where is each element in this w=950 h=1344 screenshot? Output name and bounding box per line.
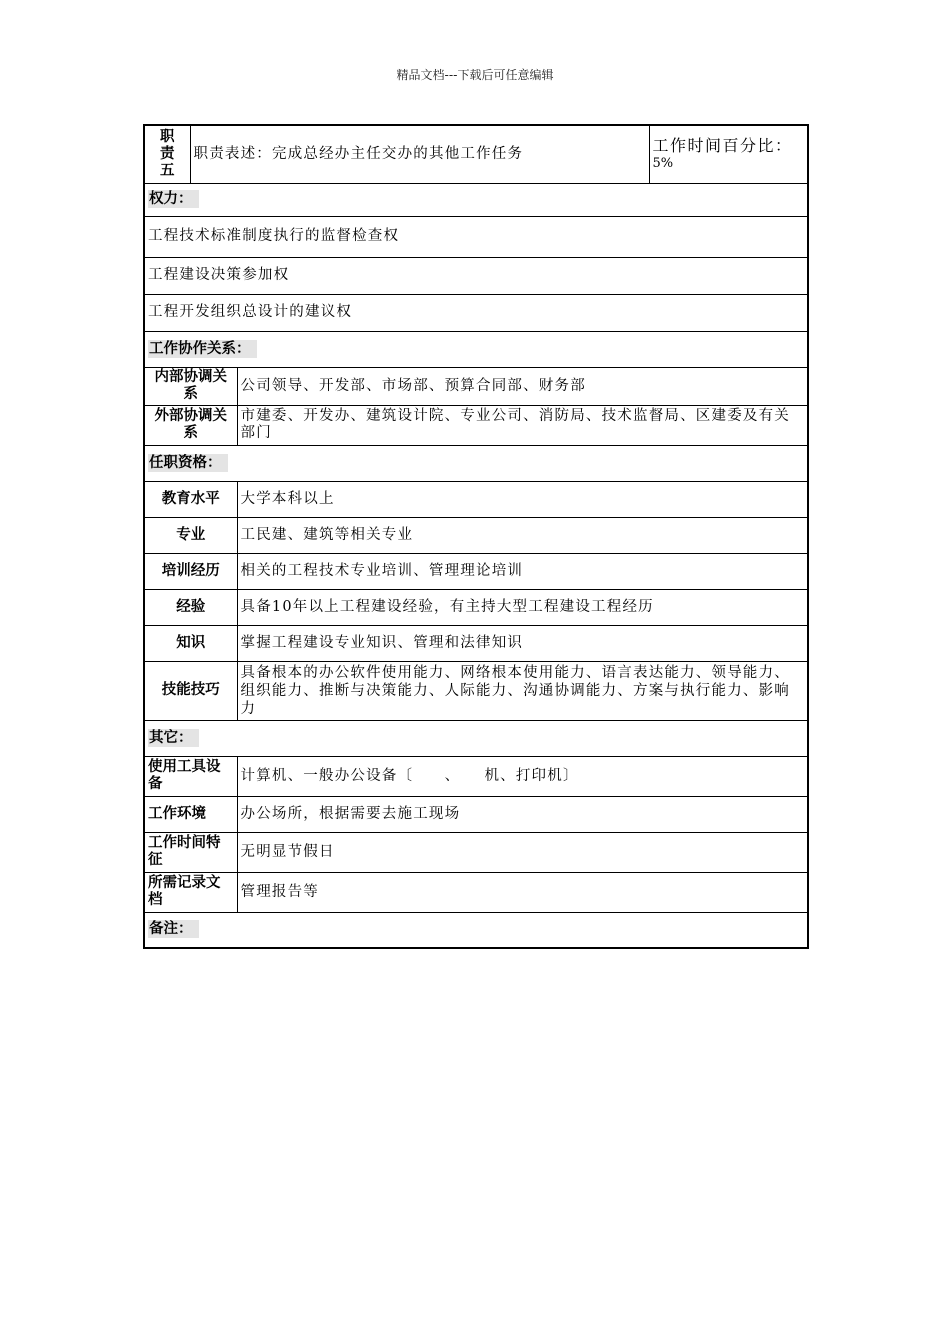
- other-value: 计算机、一般办公设备〔 、 机、打印机〕: [237, 756, 808, 796]
- other-label: 工作时间特征: [144, 832, 237, 872]
- section-heading-other: 其它：: [144, 720, 808, 756]
- internal-coordination-row: [144, 367, 808, 405]
- other-row: [144, 796, 808, 832]
- qualification-value: 大学本科以上: [237, 481, 808, 517]
- section-heading-cooperation: 工作协作关系：: [144, 331, 808, 367]
- other-label: 所需记录文档: [144, 872, 237, 912]
- section-heading-remarks: 备注：: [144, 912, 808, 948]
- remarks-row: [144, 912, 808, 948]
- external-coordination-value: 市建委、开发办、建筑设计院、专业公司、消防局、技术监督局、区建委及有关部门: [237, 405, 808, 445]
- qualification-row: [144, 625, 808, 661]
- qualification-value: 工民建、建筑等相关专业: [237, 517, 808, 553]
- other-label: 工作环境: [144, 796, 237, 832]
- power-row: [144, 294, 808, 331]
- qualification-value: 相关的工程技术专业培训、管理理论培训: [237, 553, 808, 589]
- power-item: 工程建设决策参加权: [144, 257, 808, 294]
- time-percentage-label: 工作时间百分比：: [652, 136, 793, 156]
- power-row: [144, 257, 808, 294]
- duty-number: 职 责 五: [144, 125, 190, 183]
- qualification-row: [144, 589, 808, 625]
- power-heading-row: [144, 183, 808, 216]
- internal-coordination-label: 内部协调关系: [144, 367, 237, 405]
- qualification-value: 掌握工程建设专业知识、管理和法律知识: [237, 625, 808, 661]
- other-row: [144, 756, 808, 796]
- section-heading-qualification: 任职资格：: [144, 445, 808, 481]
- section-heading-power: 权力：: [144, 183, 808, 216]
- power-item: 工程开发组织总设计的建议权: [144, 294, 808, 331]
- qualification-row: [144, 661, 808, 720]
- qualification-label: 专业: [144, 517, 237, 553]
- qualification-label: 培训经历: [144, 553, 237, 589]
- external-coordination-row: [144, 405, 808, 445]
- external-coordination-label: 外部协调关系: [144, 405, 237, 445]
- qualification-row: [144, 553, 808, 589]
- job-description-table: [143, 124, 809, 949]
- qualification-row: [144, 481, 808, 517]
- other-value: 无明显节假日: [237, 832, 808, 872]
- qualification-row: [144, 517, 808, 553]
- other-row: [144, 832, 808, 872]
- duty-description: 职责表述：完成总经办主任交办的其他工作任务: [190, 125, 649, 183]
- qualification-label: 经验: [144, 589, 237, 625]
- qualification-value: 具备根本的办公软件使用能力、网络根本使用能力、语言表达能力、领导能力、组织能力、推断与决策能力、人际能力、沟通协调能力、方案与执行能力、影响力: [237, 661, 808, 720]
- other-label: 使用工具设备: [144, 756, 237, 796]
- qualification-label: 教育水平: [144, 481, 237, 517]
- page-header: 精品文档---下载后可任意编辑: [396, 68, 554, 82]
- qualification-label: 知识: [144, 625, 237, 661]
- duty-row: [144, 125, 808, 183]
- time-percentage: [649, 125, 808, 183]
- qualification-value: 具备10年以上工程建设经验，有主持大型工程建设工程经历: [237, 589, 808, 625]
- other-value: 办公场所，根据需要去施工现场: [237, 796, 808, 832]
- qualification-label: 技能技巧: [144, 661, 237, 720]
- other-value: 管理报告等: [237, 872, 808, 912]
- power-row: [144, 216, 808, 257]
- internal-coordination-value: 公司领导、开发部、市场部、预算合同部、财务部: [237, 367, 808, 405]
- qualification-heading-row: [144, 445, 808, 481]
- power-item: 工程技术标准制度执行的监督检查权: [144, 216, 808, 257]
- other-heading-row: [144, 720, 808, 756]
- other-row: [144, 872, 808, 912]
- cooperation-heading-row: [144, 331, 808, 367]
- time-percentage-value: 5%: [652, 156, 674, 172]
